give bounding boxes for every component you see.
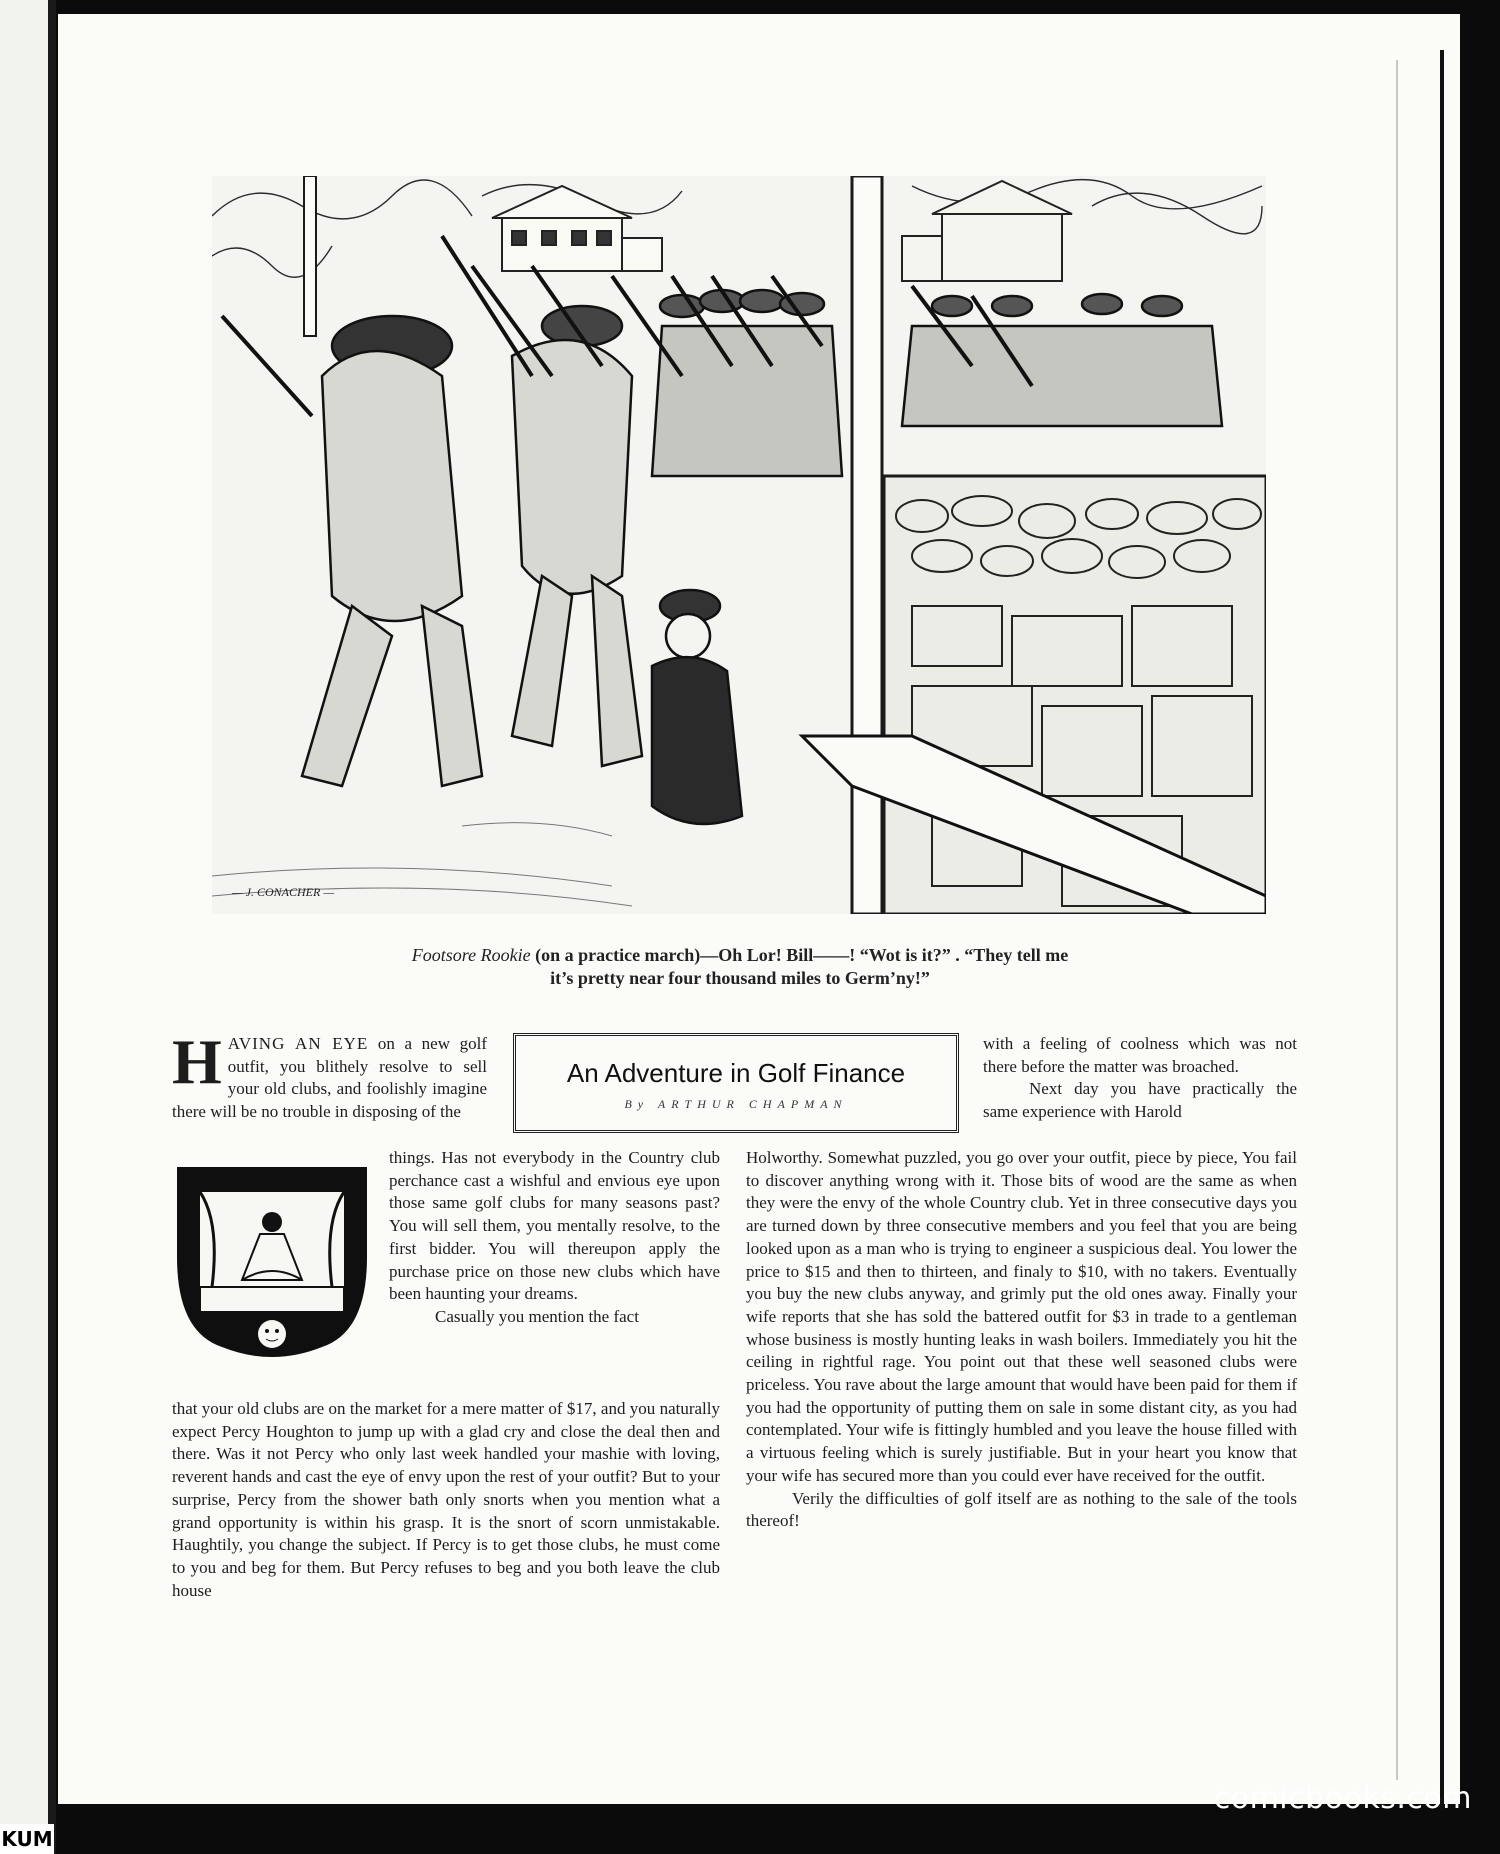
paragraph-4b: Holworthy. Somewhat puzzled, you go over your outfit, piece by piece, You fail to discover anything wrong with it. Those bits of wood are the same as when they were the envy of the whole Country club. Yet in three consecutive days you are turned down by three consecutive members and you feel that you are being looked upon as a man who is trying to engineer a suspicious deal. You lower the price to $15 and then to thirteen, and finaly to $10, with no takers. Eventually you buy the new clubs anyway, and grimly put the old ones away. Finally your wife reports that she has sold the battered outfit for $3 in trade to a gentleman whose business is mostly hunting leaks in wash boilers. Immediately you hit the ceiling in rightful rage. You point out that these well seasoned clubs were priceless. You rave about the large amount that would have been paid for them if you had the opportunity of putting them on sale in some distant city, as you had contemplated. Your wife is fittingly humbled and you leave the house filled with a virtuous feeling which is surely justifiable. But in your heart you know that your wife has secured more than you could ever have received for the outfit. bbox=[746, 1148, 1297, 1485]
caption-speaker: Footsore Rookie bbox=[411, 945, 531, 965]
previous-page-edge bbox=[0, 0, 52, 1854]
page-border bbox=[1440, 50, 1444, 1810]
paragraph-4a: Next day you have practically the same experience with Harold bbox=[983, 1079, 1297, 1122]
drop-cap: H bbox=[172, 1026, 222, 1097]
marching-soldiers-illustration bbox=[212, 176, 1266, 914]
article-column-1-bottom bbox=[172, 1398, 720, 1602]
article-column-2-top bbox=[983, 1033, 1297, 1124]
article-title: An Adventure in Golf Finance bbox=[566, 1058, 906, 1088]
paragraph-2a: Casually you mention the fact bbox=[435, 1306, 639, 1326]
caption-line-1: (on a practice march)—Oh Lor! Bill——! “Wot is it?” . “They tell me bbox=[530, 945, 1069, 965]
illustration-caption bbox=[240, 944, 1240, 990]
paragraph-1b: things. Has not everybody in the Country club perchance cast a wishful and envious eye upon those same golf clubs for many seasons past? You will sell them, you mentally resolve, to the first bidder. You will thereupon apply the purchase price on those new clubs which have been haunting your dreams. bbox=[389, 1148, 720, 1304]
paragraph-2b: that your old clubs are on the market for a mere matter of $17, and you naturally expect Percy Houghton to jump up with a glad cry and close the deal then and there. Was it not Percy who only last week handled your mashie with loving, reverent hands and cast the eye of envy upon the rest of your outfit? But to your surprise, Percy from the shower bath only snorts when you mention what a grand opportunity is within his grasp. It is the snort of scorn unmistakable. Haughtily, you change the subject. If Percy is to get those clubs, he must come to you and beg for them. But Percy refuses to beg and you both leave the club house bbox=[172, 1399, 720, 1600]
theatre-vignette bbox=[172, 1162, 372, 1377]
caption-line-2: it’s pretty near four thousand miles to Germ’ny!” bbox=[550, 968, 930, 988]
lead-smallcaps: AVING AN EYE bbox=[227, 1034, 369, 1053]
paragraph-3: with a feeling of coolness which was not there before the matter was broached. bbox=[983, 1034, 1297, 1076]
corner-label: KUM bbox=[0, 1824, 54, 1854]
article-byline: By ARTHUR CHAPMAN bbox=[624, 1097, 848, 1111]
paragraph-1a: on a new golf outfit, you blithely resolve to sell your old clubs, and foolishly imagine there will be no trouble in disposing of the bbox=[172, 1034, 487, 1122]
article-title-box bbox=[513, 1033, 959, 1133]
paragraph-5: Verily the difficulties of golf itself are as nothing to the sale of the tools thereof! bbox=[746, 1488, 1297, 1531]
page-edge-line bbox=[1396, 60, 1398, 1780]
artist-signature: — J. CONACHER — bbox=[232, 885, 334, 899]
article-column-1-middle bbox=[389, 1147, 720, 1329]
wooden-post bbox=[852, 176, 882, 914]
article-column-2-bottom bbox=[746, 1147, 1297, 1533]
binding-shadow bbox=[48, 0, 56, 1854]
site-watermark: comicbooks.com bbox=[1213, 1781, 1472, 1816]
article-column-1-top bbox=[172, 1026, 487, 1124]
